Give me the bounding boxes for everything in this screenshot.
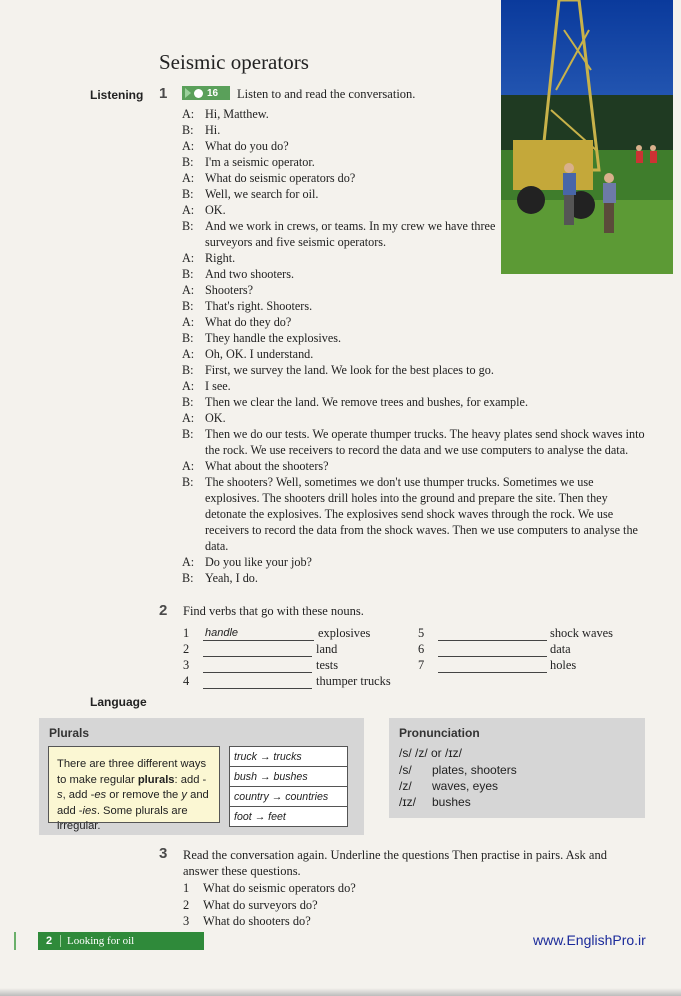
- speaker-label: B:: [182, 395, 194, 409]
- speaker-label: A:: [182, 459, 195, 473]
- speaker-label: B:: [182, 299, 194, 313]
- answer-blank[interactable]: [438, 659, 547, 673]
- plurals-letter: y: [181, 789, 187, 801]
- table-cell: country → countries: [230, 787, 348, 807]
- speaker-label: B:: [182, 363, 194, 377]
- conversation-line: [182, 570, 647, 586]
- table-cell: foot → feet: [234, 810, 286, 823]
- speaker-label: B:: [182, 427, 194, 441]
- example-words: plates, shooters: [432, 763, 517, 777]
- conversation-line: [182, 154, 647, 170]
- noun: tests: [316, 658, 339, 672]
- conversation-line: [182, 202, 647, 218]
- pronunciation-panel: [389, 718, 645, 818]
- speaker-label: B:: [182, 267, 194, 281]
- answer-blank[interactable]: [203, 643, 312, 657]
- exercise-2-left-list: [183, 625, 423, 689]
- speaker-text: And two shooters.: [205, 267, 295, 281]
- speaker-label: B:: [182, 219, 194, 233]
- conversation-line: [182, 298, 647, 314]
- speaker-text: Hi, Matthew.: [205, 107, 269, 121]
- exercise-2-item: [183, 673, 423, 689]
- plurals-keyword: plurals: [137, 773, 175, 786]
- speaker-text: I'm a seismic operator.: [205, 155, 315, 169]
- section-label-listening: Listening: [90, 88, 144, 102]
- question-text: What do shooters do?: [203, 914, 311, 928]
- speaker-text: Then we clear the land. We remove trees and bushes, for example.: [205, 395, 528, 409]
- pronunciation-row: [399, 763, 517, 777]
- speaker-text: What do seismic operators do?: [205, 171, 356, 185]
- unit-title: Looking for oil: [67, 935, 135, 947]
- conversation-line: [182, 458, 647, 474]
- speaker-label: B:: [182, 475, 194, 489]
- speaker-text: Well, we search for oil.: [205, 187, 319, 201]
- phonetic-symbol: /z/: [399, 779, 412, 793]
- speaker-text: They handle the explosives.: [205, 331, 342, 345]
- conversation-line: [182, 186, 647, 202]
- speaker-label: A:: [182, 555, 195, 569]
- speaker-label: A:: [182, 107, 195, 121]
- footer-edge-mark: [14, 932, 16, 950]
- conversation-line: [182, 554, 647, 570]
- speaker-text: I see.: [205, 379, 231, 393]
- conversation-line: [182, 394, 647, 410]
- plurals-heading: Plurals: [49, 726, 90, 740]
- pronunciation-heading: Pronunciation: [399, 726, 480, 740]
- item-number: 3: [183, 914, 190, 928]
- exercise-2-number: 2: [159, 602, 168, 619]
- conversation-line: [182, 266, 647, 282]
- exercise-3-questions: [183, 880, 356, 930]
- plurals-panel: [39, 718, 364, 835]
- answer-blank[interactable]: handle: [203, 627, 314, 641]
- conversation: [182, 106, 647, 586]
- speaker-label: B:: [182, 155, 194, 169]
- speaker-label: B:: [182, 123, 194, 137]
- speaker-label: A:: [182, 347, 195, 361]
- answer-blank[interactable]: [438, 643, 547, 657]
- noun: thumper trucks: [316, 674, 391, 688]
- example-words: bushes: [432, 795, 471, 809]
- conversation-line: [182, 218, 647, 250]
- section-label-language: Language: [90, 695, 147, 709]
- noun: shock waves: [550, 626, 613, 640]
- item-number: 6: [418, 642, 425, 656]
- speaker-text: First, we survey the land. We look for the best places to go.: [205, 363, 494, 377]
- answer-blank[interactable]: [203, 659, 312, 673]
- question-item: [183, 913, 356, 930]
- plurals-suffix: es: [94, 789, 107, 801]
- website-link[interactable]: www.EnglishPro.ir: [533, 932, 646, 948]
- noun: explosives: [318, 626, 371, 640]
- exercise-2-item: [418, 625, 658, 641]
- conversation-line: [182, 362, 647, 378]
- speaker-label: B:: [182, 187, 194, 201]
- speaker-text: Then we do our tests. We operate thumper trucks. The heavy plates send shock waves into the rock. We use receivers to record the data and we use computers to analyse the data.: [205, 427, 645, 457]
- exercise-2-item: [183, 625, 423, 641]
- table-row: [230, 807, 348, 827]
- conversation-line: [182, 250, 647, 266]
- speaker-text: OK.: [205, 203, 226, 217]
- page-title: Seismic operators: [159, 50, 309, 74]
- speaker-label: B:: [182, 331, 194, 345]
- item-number: 4: [183, 674, 190, 688]
- conversation-line: [182, 330, 647, 346]
- exercise-2-item: [418, 657, 658, 673]
- speaker-label: A:: [182, 315, 195, 329]
- conversation-line: [182, 314, 647, 330]
- table-row: [230, 787, 348, 807]
- plurals-suffix: s: [57, 789, 63, 801]
- speaker-text: OK.: [205, 411, 226, 425]
- conversation-line: [182, 170, 647, 186]
- phonetic-symbol: /s/: [399, 763, 412, 777]
- item-number: 2: [183, 897, 190, 912]
- speaker-text: What do you do?: [205, 139, 289, 153]
- item-number: 1: [183, 626, 190, 640]
- speaker-text: The shooters? Well, sometimes we don't use thumper trucks. Sometimes we use explosives. The shooters drill holes into the ground and prepare the site. Then they detonate the explosives. The explosives send shock waves through the rock. We use receivers to record the data from the shock waves. Then we use computers to analyse the data.: [205, 475, 638, 553]
- speaker-text: That's right. Shooters.: [205, 299, 313, 313]
- pronunciation-row: [399, 795, 471, 809]
- plurals-text: : add -: [174, 773, 207, 786]
- plurals-suffix: ies: [82, 804, 97, 817]
- play-icon: [185, 88, 191, 98]
- exercise-2-item: [183, 641, 423, 657]
- noun: holes: [550, 658, 577, 672]
- conversation-line: [182, 410, 647, 426]
- plurals-explanation: [48, 746, 220, 832]
- plurals-text: . Some plurals are irregular.: [57, 804, 188, 832]
- question-item: [183, 897, 356, 914]
- item-number: 1: [183, 881, 190, 895]
- speaker-label: A:: [182, 139, 195, 153]
- item-number: 2: [183, 642, 190, 656]
- speaker-text: Hi.: [205, 123, 221, 137]
- audio-track-number: 16: [207, 87, 219, 99]
- footer-bar: [38, 932, 204, 950]
- question-item: [183, 880, 356, 897]
- conversation-line: [182, 138, 647, 154]
- example-words: waves, eyes: [432, 779, 499, 793]
- item-number: 3: [183, 658, 190, 672]
- item-number: 5: [418, 626, 425, 640]
- exercise-2-item: [183, 657, 423, 673]
- plurals-text: , add -: [62, 789, 95, 801]
- plurals-text: or remove the: [106, 789, 182, 801]
- question-text: What do surveyors do?: [203, 897, 318, 912]
- exercise-1-number: 1: [159, 85, 168, 102]
- speaker-text: And we work in crews, or teams. In my crew we have three surveyors and five seismic operators.: [205, 219, 496, 249]
- noun: land: [316, 642, 338, 656]
- exercise-3-number: 3: [159, 845, 168, 862]
- exercise-2-instruction: Find verbs that go with these nouns.: [183, 604, 364, 618]
- item-number: 7: [418, 658, 425, 672]
- pronunciation-header-line: /s/ /z/ or /ɪz/: [399, 746, 462, 760]
- answer-blank[interactable]: [438, 627, 547, 641]
- speaker-label: B:: [182, 571, 194, 585]
- page-bottom-edge: [0, 988, 681, 996]
- plurals-text: and add -: [57, 789, 209, 817]
- speaker-text: Yeah, I do.: [205, 571, 258, 585]
- plurals-examples-table: [229, 746, 348, 827]
- speaker-label: A:: [182, 171, 195, 185]
- conversation-line: [182, 378, 647, 394]
- noun: data: [550, 642, 571, 656]
- conversation-line: [182, 106, 647, 122]
- answer-blank[interactable]: [203, 675, 312, 689]
- speaker-label: A:: [182, 283, 195, 297]
- table-row: [230, 747, 348, 767]
- exercise-2-item: [418, 641, 658, 657]
- speaker-text: Do you like your job?: [205, 555, 312, 569]
- speaker-text: Right.: [205, 251, 236, 265]
- exercise-1-instruction: Listen to and read the conversation.: [237, 87, 416, 101]
- conversation-line: [182, 282, 647, 298]
- audio-track-badge[interactable]: [182, 86, 230, 100]
- conversation-line: [182, 474, 647, 554]
- speaker-text: What about the shooters?: [205, 459, 329, 473]
- speaker-label: A:: [182, 203, 195, 217]
- conversation-line: [182, 346, 647, 362]
- conversation-line: [182, 426, 647, 458]
- exercise-3-instruction: Read the conversation again. Underline the questions Then practise in pairs. Ask and answer these questions.: [183, 848, 607, 878]
- cd-icon: [194, 89, 203, 98]
- question-text: What do seismic operators do?: [203, 881, 356, 895]
- speaker-text: What do they do?: [205, 315, 292, 329]
- speaker-label: A:: [182, 411, 195, 425]
- exercise-2-right-list: [418, 625, 658, 673]
- plurals-text: There are three different ways to make regular: [57, 758, 207, 786]
- phonetic-symbol: /ɪz/: [399, 795, 416, 809]
- page-number: 2: [38, 935, 61, 947]
- speaker-label: A:: [182, 379, 195, 393]
- table-cell: truck → trucks: [230, 747, 348, 767]
- conversation-line: [182, 122, 647, 138]
- table-cell: bush → bushes: [230, 767, 348, 787]
- speaker-label: A:: [182, 251, 195, 265]
- speaker-text: Oh, OK. I understand.: [205, 347, 314, 361]
- speaker-text: Shooters?: [205, 283, 254, 297]
- table-row: [230, 767, 348, 787]
- pronunciation-row: [399, 779, 498, 793]
